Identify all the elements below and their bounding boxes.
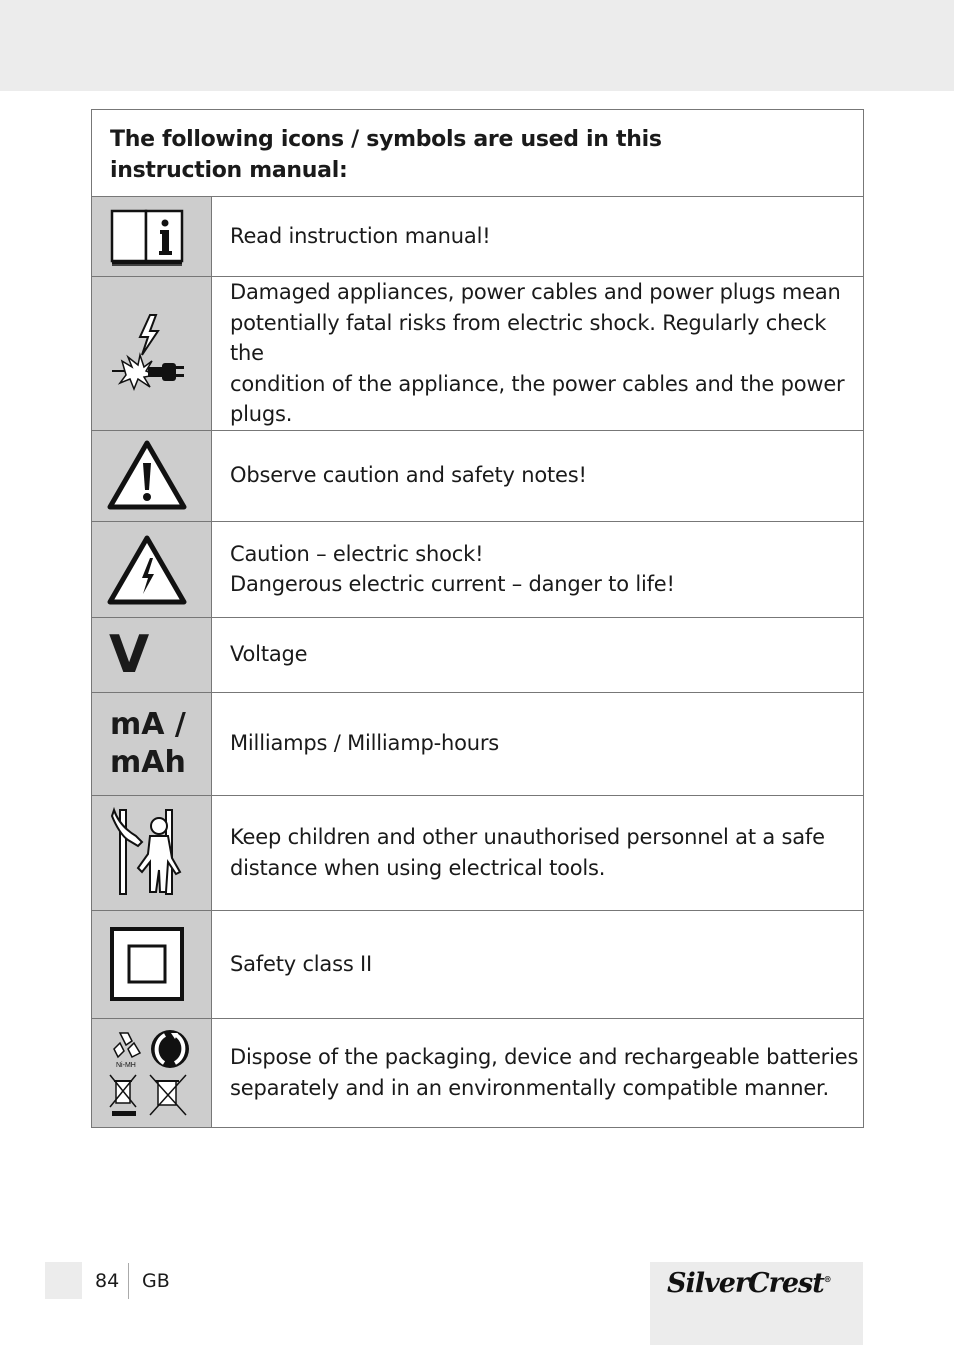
table-row xyxy=(92,277,864,431)
row-text: Caution – electric shock! xyxy=(230,541,484,566)
table-title xyxy=(92,110,863,186)
crossed-bin-icon xyxy=(110,1075,136,1116)
electric-shock-triangle-icon xyxy=(92,522,211,617)
registered-mark: ® xyxy=(823,1274,831,1284)
table-row xyxy=(92,910,864,1018)
description-cell xyxy=(212,197,864,277)
row-text: Voltage xyxy=(230,642,308,667)
icon-cell xyxy=(92,910,212,1018)
row-text: separately and in an environmentally compatible manner. xyxy=(230,1075,830,1100)
milliamp-symbol-line-2: mAh xyxy=(110,744,186,780)
description-cell xyxy=(212,521,864,617)
milliamp-symbol-line-1: mA / xyxy=(110,706,186,742)
table-row xyxy=(92,430,864,521)
icon-cell xyxy=(92,617,212,692)
description-cell xyxy=(212,692,864,795)
damaged-plug-icon xyxy=(92,297,211,409)
crossed-bin-icon xyxy=(150,1075,186,1115)
footer-divider xyxy=(128,1263,129,1299)
page-number: 84 xyxy=(95,1270,120,1292)
recycle-icon xyxy=(114,1033,140,1069)
row-text: Milliamps / Milliamp-hours xyxy=(230,731,500,756)
table-row xyxy=(92,1018,864,1127)
icon-cell xyxy=(92,430,212,521)
description-cell xyxy=(212,617,864,692)
milliamp-symbol xyxy=(110,706,211,782)
row-text: Read instruction manual! xyxy=(230,224,491,249)
icon-cell xyxy=(92,277,212,431)
table-row xyxy=(92,617,864,692)
description-cell xyxy=(212,277,864,431)
description-cell xyxy=(212,1018,864,1127)
description-cell xyxy=(212,795,864,910)
icon-cell xyxy=(92,1018,212,1127)
language-code: GB xyxy=(142,1270,170,1292)
row-text: Damaged appliances, power cables and power plugs mean xyxy=(230,280,841,304)
row-text: Dispose of the packaging, device and rechargeable batteries xyxy=(230,1045,859,1069)
icon-cell xyxy=(92,197,212,277)
row-text: Keep children and other unauthorised personnel at a safe xyxy=(230,825,825,849)
row-text: Observe caution and safety notes! xyxy=(230,463,587,488)
table-title-line-2: instruction manual: xyxy=(110,158,348,183)
table-row xyxy=(92,521,864,617)
brand-name: SilverCrest xyxy=(667,1268,824,1299)
description-cell xyxy=(212,910,864,1018)
green-dot-icon xyxy=(151,1030,189,1068)
table-header-row xyxy=(92,110,864,197)
warning-triangle-icon xyxy=(92,431,211,521)
table-row xyxy=(92,795,864,910)
row-text: Dangerous electric current – danger to life! xyxy=(230,572,675,596)
row-text: condition of the appliance, the power cables and the power plugs. xyxy=(230,371,845,426)
safety-class-ii-icon xyxy=(92,911,211,1018)
symbols-table xyxy=(91,109,864,1128)
table-title-line-1: The following icons / symbols are used in this xyxy=(110,127,662,152)
read-manual-icon xyxy=(92,197,211,276)
table-row xyxy=(92,197,864,277)
footer-marker xyxy=(45,1262,82,1299)
ni-mh-label: Ni-MH xyxy=(116,1061,136,1069)
brand-logo xyxy=(667,1268,831,1299)
icon-cell xyxy=(92,692,212,795)
row-text: Safety class II xyxy=(230,951,373,976)
top-band xyxy=(0,0,954,91)
voltage-symbol: V xyxy=(109,624,150,685)
keep-children-away-icon xyxy=(92,796,211,910)
table-row xyxy=(92,692,864,795)
row-text: potentially fatal risks from electric shock. Regularly check the xyxy=(230,310,827,365)
icon-cell xyxy=(92,521,212,617)
description-cell xyxy=(212,430,864,521)
row-text: distance when using electrical tools. xyxy=(230,855,606,880)
icon-cell xyxy=(92,795,212,910)
recycling-disposal-icons xyxy=(92,1019,211,1127)
